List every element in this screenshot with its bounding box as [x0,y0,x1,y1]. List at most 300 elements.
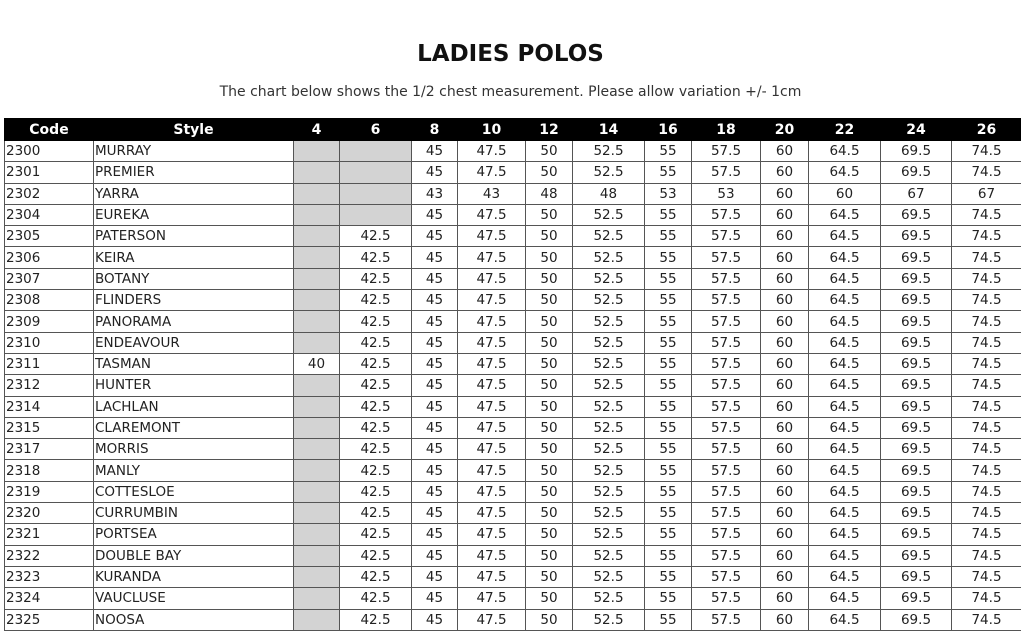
table-header-row [5,119,1021,141]
measurement-cell: 52.5 [573,417,645,438]
measurement-cell: 64.5 [809,204,881,225]
measurement-cell: 74.5 [952,439,1021,460]
code-cell: 2320 [5,503,94,524]
measurement-cell: 57.5 [692,460,761,481]
measurement-cell: 47.5 [458,524,526,545]
measurement-cell: 55 [645,162,692,183]
measurement-cell: 52.5 [573,396,645,417]
measurement-cell: 52.5 [573,609,645,630]
measurement-cell: 47.5 [458,311,526,332]
measurement-cell: 47.5 [458,226,526,247]
measurement-cell: 60 [761,545,809,566]
measurement-cell: 69.5 [881,609,952,630]
measurement-cell: 52.5 [573,481,645,502]
measurement-cell: 69.5 [881,375,952,396]
measurement-cell: 42.5 [340,503,412,524]
unavailable-size-cell [294,588,340,609]
measurement-cell: 52.5 [573,353,645,374]
measurement-cell: 69.5 [881,162,952,183]
table-row [5,290,1021,311]
measurement-cell: 52.5 [573,332,645,353]
measurement-cell: 55 [645,141,692,162]
measurement-cell: 60 [761,226,809,247]
table-row [5,204,1021,225]
unavailable-size-cell [294,332,340,353]
style-cell: CLAREMONT [94,417,294,438]
measurement-cell: 60 [761,332,809,353]
measurement-cell: 45 [412,332,458,353]
measurement-cell: 55 [645,290,692,311]
measurement-cell: 60 [761,353,809,374]
measurement-cell: 69.5 [881,545,952,566]
code-cell: 2325 [5,609,94,630]
column-header: 16 [645,119,692,141]
measurement-cell: 74.5 [952,566,1021,587]
column-header: 22 [809,119,881,141]
measurement-cell: 69.5 [881,290,952,311]
measurement-cell: 45 [412,503,458,524]
table-row [5,503,1021,524]
style-cell: YARRA [94,183,294,204]
table-row [5,353,1021,374]
measurement-cell: 57.5 [692,332,761,353]
table-row [5,332,1021,353]
column-header: Style [94,119,294,141]
style-cell: HUNTER [94,375,294,396]
measurement-cell: 64.5 [809,332,881,353]
table-row [5,311,1021,332]
measurement-cell: 52.5 [573,545,645,566]
measurement-cell: 60 [761,162,809,183]
unavailable-size-cell [294,141,340,162]
unavailable-size-cell [340,141,412,162]
measurement-cell: 52.5 [573,524,645,545]
measurement-cell: 69.5 [881,332,952,353]
table-row [5,460,1021,481]
style-cell: COTTESLOE [94,481,294,502]
measurement-cell: 52.5 [573,375,645,396]
measurement-cell: 60 [761,375,809,396]
column-header: 18 [692,119,761,141]
measurement-cell: 74.5 [952,375,1021,396]
measurement-cell: 45 [412,524,458,545]
measurement-cell: 74.5 [952,247,1021,268]
measurement-cell: 42.5 [340,417,412,438]
measurement-cell: 57.5 [692,439,761,460]
measurement-cell: 60 [761,417,809,438]
measurement-cell: 55 [645,226,692,247]
measurement-cell: 74.5 [952,290,1021,311]
measurement-cell: 50 [526,353,573,374]
measurement-cell: 74.5 [952,353,1021,374]
code-cell: 2322 [5,545,94,566]
measurement-cell: 53 [692,183,761,204]
measurement-cell: 67 [881,183,952,204]
measurement-cell: 42.5 [340,268,412,289]
measurement-cell: 55 [645,204,692,225]
measurement-cell: 64.5 [809,290,881,311]
measurement-cell: 55 [645,268,692,289]
measurement-cell: 50 [526,588,573,609]
measurement-cell: 64.5 [809,460,881,481]
table-row [5,524,1021,545]
measurement-cell: 67 [952,183,1021,204]
unavailable-size-cell [294,226,340,247]
table-row [5,268,1021,289]
measurement-cell: 45 [412,141,458,162]
measurement-cell: 57.5 [692,503,761,524]
measurement-cell: 55 [645,311,692,332]
unavailable-size-cell [294,183,340,204]
measurement-cell: 60 [761,204,809,225]
measurement-cell: 74.5 [952,481,1021,502]
unavailable-size-cell [294,545,340,566]
measurement-cell: 69.5 [881,204,952,225]
measurement-cell: 60 [809,183,881,204]
measurement-cell: 50 [526,141,573,162]
style-cell: MORRIS [94,439,294,460]
column-header: 10 [458,119,526,141]
measurement-cell: 42.5 [340,226,412,247]
measurement-cell: 60 [761,524,809,545]
measurement-cell: 57.5 [692,396,761,417]
measurement-cell: 64.5 [809,311,881,332]
measurement-cell: 50 [526,226,573,247]
measurement-cell: 42.5 [340,375,412,396]
table-body [5,141,1021,631]
measurement-cell: 64.5 [809,545,881,566]
unavailable-size-cell [294,609,340,630]
unavailable-size-cell [340,204,412,225]
measurement-cell: 42.5 [340,609,412,630]
unavailable-size-cell [294,204,340,225]
measurement-cell: 64.5 [809,353,881,374]
measurement-cell: 74.5 [952,503,1021,524]
measurement-cell: 64.5 [809,439,881,460]
measurement-cell: 45 [412,290,458,311]
unavailable-size-cell [294,268,340,289]
measurement-cell: 64.5 [809,226,881,247]
measurement-cell: 74.5 [952,609,1021,630]
measurement-cell: 60 [761,460,809,481]
measurement-cell: 64.5 [809,566,881,587]
table-row [5,396,1021,417]
unavailable-size-cell [294,417,340,438]
code-cell: 2309 [5,311,94,332]
measurement-cell: 69.5 [881,141,952,162]
measurement-cell: 47.5 [458,141,526,162]
measurement-cell: 48 [573,183,645,204]
measurement-cell: 45 [412,204,458,225]
measurement-cell: 42.5 [340,311,412,332]
style-cell: FLINDERS [94,290,294,311]
column-header: 8 [412,119,458,141]
code-cell: 2314 [5,396,94,417]
measurement-cell: 50 [526,460,573,481]
style-cell: LACHLAN [94,396,294,417]
measurement-cell: 57.5 [692,226,761,247]
measurement-cell: 57.5 [692,204,761,225]
measurement-cell: 52.5 [573,311,645,332]
measurement-cell: 50 [526,204,573,225]
measurement-cell: 69.5 [881,417,952,438]
measurement-cell: 60 [761,268,809,289]
measurement-cell: 45 [412,268,458,289]
unavailable-size-cell [294,439,340,460]
measurement-cell: 45 [412,396,458,417]
measurement-cell: 52.5 [573,439,645,460]
measurement-cell: 60 [761,503,809,524]
measurement-cell: 52.5 [573,268,645,289]
measurement-cell: 50 [526,162,573,183]
measurement-cell: 47.5 [458,460,526,481]
measurement-cell: 55 [645,396,692,417]
style-cell: CURRUMBIN [94,503,294,524]
measurement-cell: 57.5 [692,545,761,566]
table-row [5,588,1021,609]
measurement-cell: 74.5 [952,396,1021,417]
code-cell: 2318 [5,460,94,481]
code-cell: 2324 [5,588,94,609]
measurement-cell: 52.5 [573,141,645,162]
measurement-cell: 74.5 [952,268,1021,289]
measurement-cell: 55 [645,332,692,353]
table-row [5,183,1021,204]
measurement-cell: 69.5 [881,247,952,268]
style-cell: PORTSEA [94,524,294,545]
column-header: 20 [761,119,809,141]
code-cell: 2302 [5,183,94,204]
measurement-cell: 52.5 [573,460,645,481]
code-cell: 2300 [5,141,94,162]
code-cell: 2310 [5,332,94,353]
size-chart-table [4,118,1021,631]
measurement-cell: 74.5 [952,588,1021,609]
measurement-cell: 55 [645,503,692,524]
measurement-cell: 52.5 [573,503,645,524]
measurement-cell: 74.5 [952,545,1021,566]
code-cell: 2301 [5,162,94,183]
measurement-cell: 57.5 [692,417,761,438]
measurement-cell: 69.5 [881,460,952,481]
unavailable-size-cell [294,524,340,545]
table-row [5,141,1021,162]
measurement-cell: 47.5 [458,290,526,311]
measurement-cell: 64.5 [809,588,881,609]
table-row [5,609,1021,630]
style-cell: TASMAN [94,353,294,374]
measurement-cell: 47.5 [458,396,526,417]
measurement-cell: 42.5 [340,460,412,481]
measurement-cell: 69.5 [881,268,952,289]
measurement-cell: 52.5 [573,290,645,311]
measurement-cell: 69.5 [881,396,952,417]
measurement-cell: 45 [412,609,458,630]
measurement-cell: 47.5 [458,268,526,289]
measurement-cell: 64.5 [809,503,881,524]
column-header: 4 [294,119,340,141]
column-header: 12 [526,119,573,141]
measurement-cell: 57.5 [692,290,761,311]
measurement-cell: 55 [645,353,692,374]
measurement-cell: 60 [761,290,809,311]
measurement-cell: 69.5 [881,524,952,545]
measurement-cell: 42.5 [340,588,412,609]
measurement-cell: 45 [412,588,458,609]
code-cell: 2312 [5,375,94,396]
table-row [5,375,1021,396]
style-cell: VAUCLUSE [94,588,294,609]
table-row [5,162,1021,183]
measurement-cell: 55 [645,524,692,545]
measurement-cell: 48 [526,183,573,204]
measurement-cell: 55 [645,481,692,502]
measurement-cell: 40 [294,353,340,374]
column-header: 24 [881,119,952,141]
measurement-cell: 64.5 [809,417,881,438]
measurement-cell: 55 [645,545,692,566]
table-row [5,439,1021,460]
measurement-cell: 52.5 [573,162,645,183]
unavailable-size-cell [294,396,340,417]
measurement-cell: 60 [761,183,809,204]
measurement-cell: 60 [761,588,809,609]
measurement-cell: 47.5 [458,609,526,630]
measurement-cell: 45 [412,439,458,460]
page-title: LADIES POLOS [417,41,604,68]
unavailable-size-cell [294,290,340,311]
measurement-cell: 47.5 [458,588,526,609]
code-cell: 2306 [5,247,94,268]
measurement-cell: 55 [645,460,692,481]
code-cell: 2308 [5,290,94,311]
measurement-cell: 50 [526,417,573,438]
table-row [5,226,1021,247]
measurement-cell: 57.5 [692,162,761,183]
measurement-cell: 50 [526,481,573,502]
style-cell: MURRAY [94,141,294,162]
column-header: 26 [952,119,1021,141]
measurement-cell: 45 [412,375,458,396]
measurement-cell: 69.5 [881,226,952,247]
measurement-cell: 60 [761,439,809,460]
measurement-cell: 64.5 [809,524,881,545]
measurement-cell: 45 [412,247,458,268]
measurement-cell: 64.5 [809,609,881,630]
measurement-cell: 69.5 [881,503,952,524]
measurement-cell: 42.5 [340,481,412,502]
measurement-cell: 57.5 [692,524,761,545]
measurement-cell: 47.5 [458,353,526,374]
code-cell: 2311 [5,353,94,374]
measurement-cell: 52.5 [573,204,645,225]
measurement-cell: 74.5 [952,524,1021,545]
measurement-cell: 74.5 [952,162,1021,183]
unavailable-size-cell [294,503,340,524]
measurement-cell: 57.5 [692,375,761,396]
unavailable-size-cell [340,183,412,204]
code-cell: 2317 [5,439,94,460]
unavailable-size-cell [294,460,340,481]
code-cell: 2307 [5,268,94,289]
code-cell: 2315 [5,417,94,438]
measurement-cell: 64.5 [809,481,881,502]
measurement-cell: 47.5 [458,375,526,396]
measurement-cell: 50 [526,609,573,630]
code-cell: 2304 [5,204,94,225]
code-cell: 2323 [5,566,94,587]
measurement-cell: 47.5 [458,439,526,460]
measurement-cell: 42.5 [340,566,412,587]
style-cell: MANLY [94,460,294,481]
measurement-cell: 57.5 [692,566,761,587]
style-cell: PATERSON [94,226,294,247]
measurement-cell: 50 [526,524,573,545]
measurement-cell: 52.5 [573,566,645,587]
measurement-cell: 52.5 [573,226,645,247]
style-cell: KURANDA [94,566,294,587]
measurement-cell: 55 [645,417,692,438]
measurement-cell: 47.5 [458,332,526,353]
measurement-cell: 52.5 [573,247,645,268]
column-header: Code [5,119,94,141]
measurement-cell: 74.5 [952,204,1021,225]
measurement-cell: 57.5 [692,311,761,332]
measurement-cell: 55 [645,609,692,630]
unavailable-size-cell [340,162,412,183]
page-subtitle: The chart below shows the 1/2 chest measurement. Please allow variation +/- 1cm [219,84,802,100]
measurement-cell: 50 [526,268,573,289]
measurement-cell: 47.5 [458,417,526,438]
measurement-cell: 50 [526,566,573,587]
measurement-cell: 60 [761,609,809,630]
measurement-cell: 42.5 [340,290,412,311]
measurement-cell: 74.5 [952,311,1021,332]
measurement-cell: 42.5 [340,439,412,460]
measurement-cell: 50 [526,545,573,566]
measurement-cell: 45 [412,162,458,183]
style-cell: EUREKA [94,204,294,225]
measurement-cell: 57.5 [692,141,761,162]
measurement-cell: 52.5 [573,588,645,609]
measurement-cell: 74.5 [952,141,1021,162]
measurement-cell: 57.5 [692,268,761,289]
table-row [5,545,1021,566]
measurement-cell: 42.5 [340,524,412,545]
measurement-cell: 57.5 [692,588,761,609]
measurement-cell: 64.5 [809,247,881,268]
measurement-cell: 74.5 [952,226,1021,247]
measurement-cell: 60 [761,481,809,502]
measurement-cell: 69.5 [881,566,952,587]
measurement-cell: 50 [526,439,573,460]
measurement-cell: 50 [526,332,573,353]
measurement-cell: 50 [526,503,573,524]
column-header: 6 [340,119,412,141]
style-cell: PANORAMA [94,311,294,332]
measurement-cell: 64.5 [809,396,881,417]
style-cell: DOUBLE BAY [94,545,294,566]
measurement-cell: 57.5 [692,247,761,268]
measurement-cell: 60 [761,247,809,268]
style-cell: PREMIER [94,162,294,183]
unavailable-size-cell [294,566,340,587]
measurement-cell: 57.5 [692,609,761,630]
measurement-cell: 45 [412,481,458,502]
measurement-cell: 55 [645,375,692,396]
measurement-cell: 42.5 [340,545,412,566]
measurement-cell: 74.5 [952,460,1021,481]
